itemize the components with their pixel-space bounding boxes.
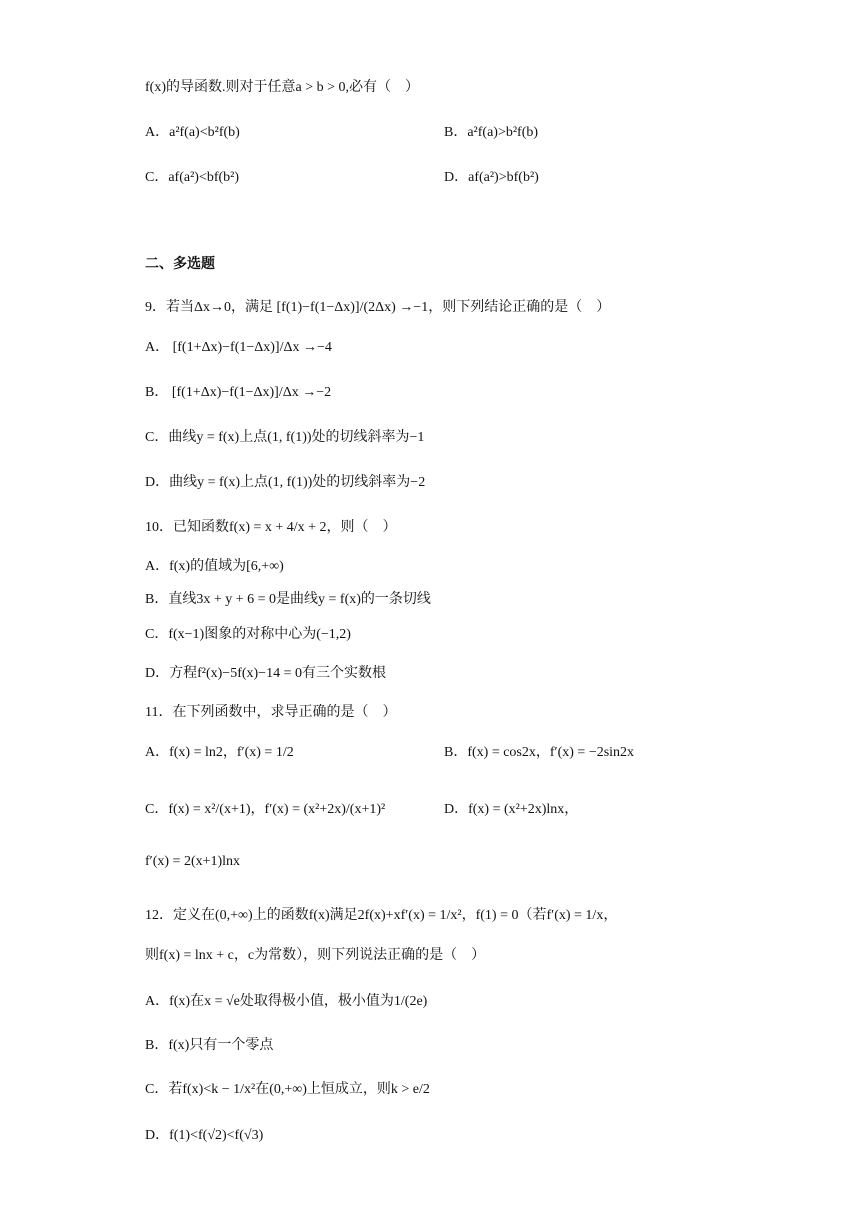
option-b: B．a²f(a)>b²f(b)	[444, 125, 539, 140]
q12-option-a: A．f(x)在x = √e处取得极小值，极小值为1/(2e)	[145, 994, 428, 1009]
q12-option-b: B．f(x)只有一个零点	[145, 1038, 274, 1053]
q9-option-b: B． [f(1+Δx)−f(1−Δx)]/Δx →−2	[145, 385, 332, 400]
q10-option-c: C．f(x−1)图象的对称中心为(−1,2)	[145, 627, 351, 642]
q10-option-a: A．f(x)的值域为[6,+∞)	[145, 559, 284, 574]
section-heading: 二、多选题	[145, 255, 215, 271]
q10-option-d: D．方程f²(x)−5f(x)−14 = 0有三个实数根	[145, 666, 386, 681]
option-c: C．af(a²)<bf(b²)	[145, 170, 240, 185]
q10-option-b: B．直线3x + y + 6 = 0是曲线y = f(x)的一条切线	[145, 592, 431, 607]
q11-option-d-cont: f′(x) = 2(x+1)lnx	[145, 854, 241, 869]
question-12-cont: 则f(x) = lnx + c，c为常数），则下列说法正确的是（ ）	[145, 948, 486, 963]
option-a: A．a²f(a)<b²f(b)	[145, 125, 240, 140]
q12-option-c: C．若f(x)<k − 1/x²在(0,+∞)上恒成立，则k > e/2	[145, 1082, 430, 1097]
option-d: D．af(a²)>bf(b²)	[444, 170, 539, 185]
q11-option-c: C．f(x) = x²/(x+1)，f′(x) = (x²+2x)/(x+1)²	[145, 802, 386, 817]
q9-option-a: A． [f(1+Δx)−f(1−Δx)]/Δx →−4	[145, 340, 332, 355]
q11-option-b: B．f(x) = cos2x，f′(x) = −2sin2x	[444, 745, 635, 760]
question-10: 10．已知函数f(x) = x + 4/x + 2，则（ ）	[145, 520, 397, 535]
question-9: 9．若当Δx→0，满足 [f(1)−f(1−Δx)]/(2Δx) →−1，则下列结论正确的是（ ）	[145, 300, 611, 315]
q9-option-d: D．曲线y = f(x)上点(1, f(1))处的切线斜率为−2	[145, 475, 426, 490]
q12-option-d: D．f(1)<f(√2)<f(√3)	[145, 1128, 264, 1143]
q9-option-c: C．曲线y = f(x)上点(1, f(1))处的切线斜率为−1	[145, 430, 425, 445]
line-q8-tail: f(x)的导函数.则对于任意a > b > 0,必有（ ）	[145, 80, 419, 95]
q11-option-d: D．f(x) = (x²+2x)lnx，	[444, 802, 579, 817]
question-12: 12．定义在(0,+∞)上的函数f(x)满足2f(x)+xf′(x) = 1/x²，f(1) = 0（若f′(x) = 1/x，	[145, 908, 618, 923]
question-11: 11．在下列函数中，求导正确的是（ ）	[145, 705, 397, 720]
q11-option-a: A．f(x) = ln2，f′(x) = 1/2	[145, 745, 294, 760]
